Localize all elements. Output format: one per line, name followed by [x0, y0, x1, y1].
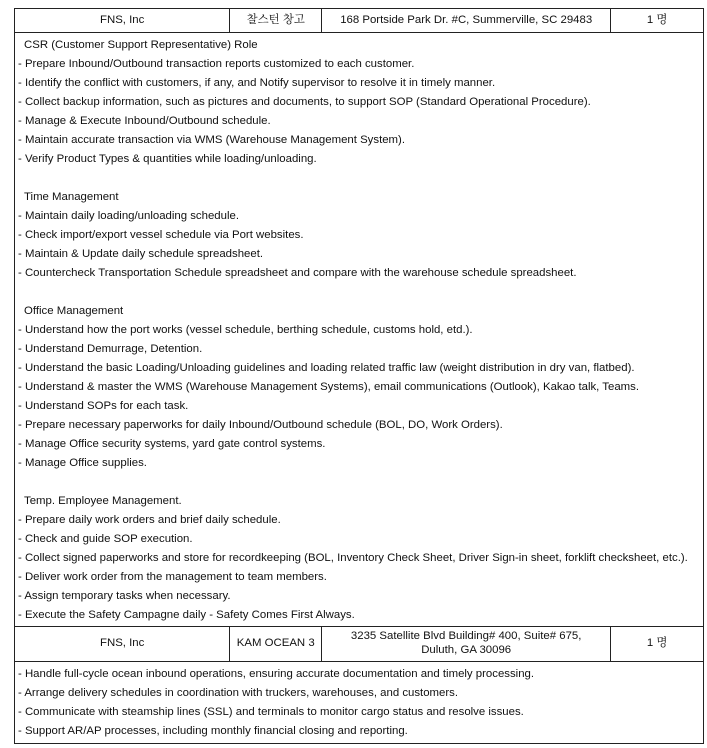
duty-item: - Deliver work order from the management to team members.	[18, 571, 327, 583]
duty-item: - Support AR/AP processes, including monthly financial closing and reporting.	[18, 725, 408, 737]
section-title: Time Management	[24, 191, 119, 203]
duty-item: - Understand the basic Loading/Unloading guidelines and loading related traffic law (weight distribution in dry van, flatbed).	[18, 362, 635, 374]
duty-item: - Communicate with steamship lines (SSL) and terminals to monitor cargo status and resolve issues.	[18, 706, 524, 718]
duty-item: - Understand how the port works (vessel schedule, berthing schedule, customs hold, etd.).	[18, 324, 473, 336]
duties-block-2	[14, 662, 704, 744]
duty-item: - Arrange delivery schedules in coordination with truckers, warehouses, and customers.	[18, 687, 459, 699]
headcount-cell: 1 명	[646, 13, 668, 26]
duty-item: - Prepare Inbound/Outbound transaction reports customized to each customer.	[18, 58, 415, 70]
headcount-cell: 1 명	[646, 637, 668, 650]
duty-item: - Execute the Safety Campagne daily - Safety Comes First Always.	[18, 609, 355, 621]
company-cell: FNS, Inc	[15, 9, 230, 32]
duty-item: - Prepare daily work orders and brief daily schedule.	[18, 514, 281, 526]
duty-item: - Check import/export vessel schedule via Port websites.	[18, 229, 304, 241]
location-cell: 찰스턴 창고	[230, 9, 322, 32]
duty-item: - Manage Office supplies.	[18, 457, 147, 469]
address-line: 3235 Satellite Blvd Building# 400, Suite# 675,	[350, 630, 582, 643]
duty-item: - Collect backup information, such as pictures and documents, to support SOP (Standard Operational Procedure).	[18, 96, 591, 108]
duty-item: - Understand & master the WMS (Warehouse Management Systems), email communications (Outlook), Kakao talk, Teams.	[18, 381, 640, 393]
spacer	[15, 169, 703, 188]
duty-item: - Prepare necessary paperworks for daily Inbound/Outbound schedule (BOL, DO, Work Orders).	[18, 419, 503, 431]
duty-item: - Check and guide SOP execution.	[18, 533, 193, 545]
spacer	[15, 283, 703, 302]
duty-item: - Understand SOPs for each task.	[18, 400, 189, 412]
section-title: Temp. Employee Management.	[24, 495, 182, 507]
duty-item: - Maintain accurate transaction via WMS (Warehouse Management System).	[18, 134, 406, 146]
address-cell	[322, 627, 611, 661]
duty-item: - Understand Demurrage, Detention.	[18, 343, 203, 355]
section-title: Office Management	[24, 305, 124, 317]
duty-item: - Maintain daily loading/unloading schedule.	[18, 210, 239, 222]
duties-block-1	[14, 33, 704, 627]
duty-item: - Handle full-cycle ocean inbound operations, ensuring accurate documentation and timely processing.	[18, 668, 535, 680]
job-table	[14, 8, 704, 744]
header-row-2	[14, 627, 704, 662]
duty-item: - Collect signed paperworks and store for recordkeeping (BOL, Inventory Check Sheet, Driver Sign-in sheet, forklift checksheet, etc.).	[18, 552, 688, 564]
duty-item: - Assign temporary tasks when necessary.	[18, 590, 231, 602]
duty-item: - Manage & Execute Inbound/Outbound schedule.	[18, 115, 271, 127]
spacer	[15, 473, 703, 492]
address-cell: 168 Portside Park Dr. #C, Summerville, SC 29483	[322, 9, 611, 32]
section-title: CSR (Customer Support Representative) Role	[24, 39, 258, 51]
address-line: Duluth, GA 30096	[421, 644, 512, 656]
duty-item: - Maintain & Update daily schedule spreadsheet.	[18, 248, 264, 260]
location-cell: KAM OCEAN 3	[230, 627, 322, 661]
duty-item: - Countercheck Transportation Schedule spreadsheet and compare with the warehouse schedule spreadsheet.	[18, 267, 577, 279]
duty-item: - Identify the conflict with customers, if any, and Notify supervisor to resolve it in timely manner.	[18, 77, 496, 89]
company-cell: FNS, Inc	[15, 627, 230, 661]
duty-item: - Manage Office security systems, yard gate control systems.	[18, 438, 326, 450]
header-row-1	[14, 8, 704, 33]
duty-item: - Verify Product Types & quantities while loading/unloading.	[18, 153, 317, 165]
